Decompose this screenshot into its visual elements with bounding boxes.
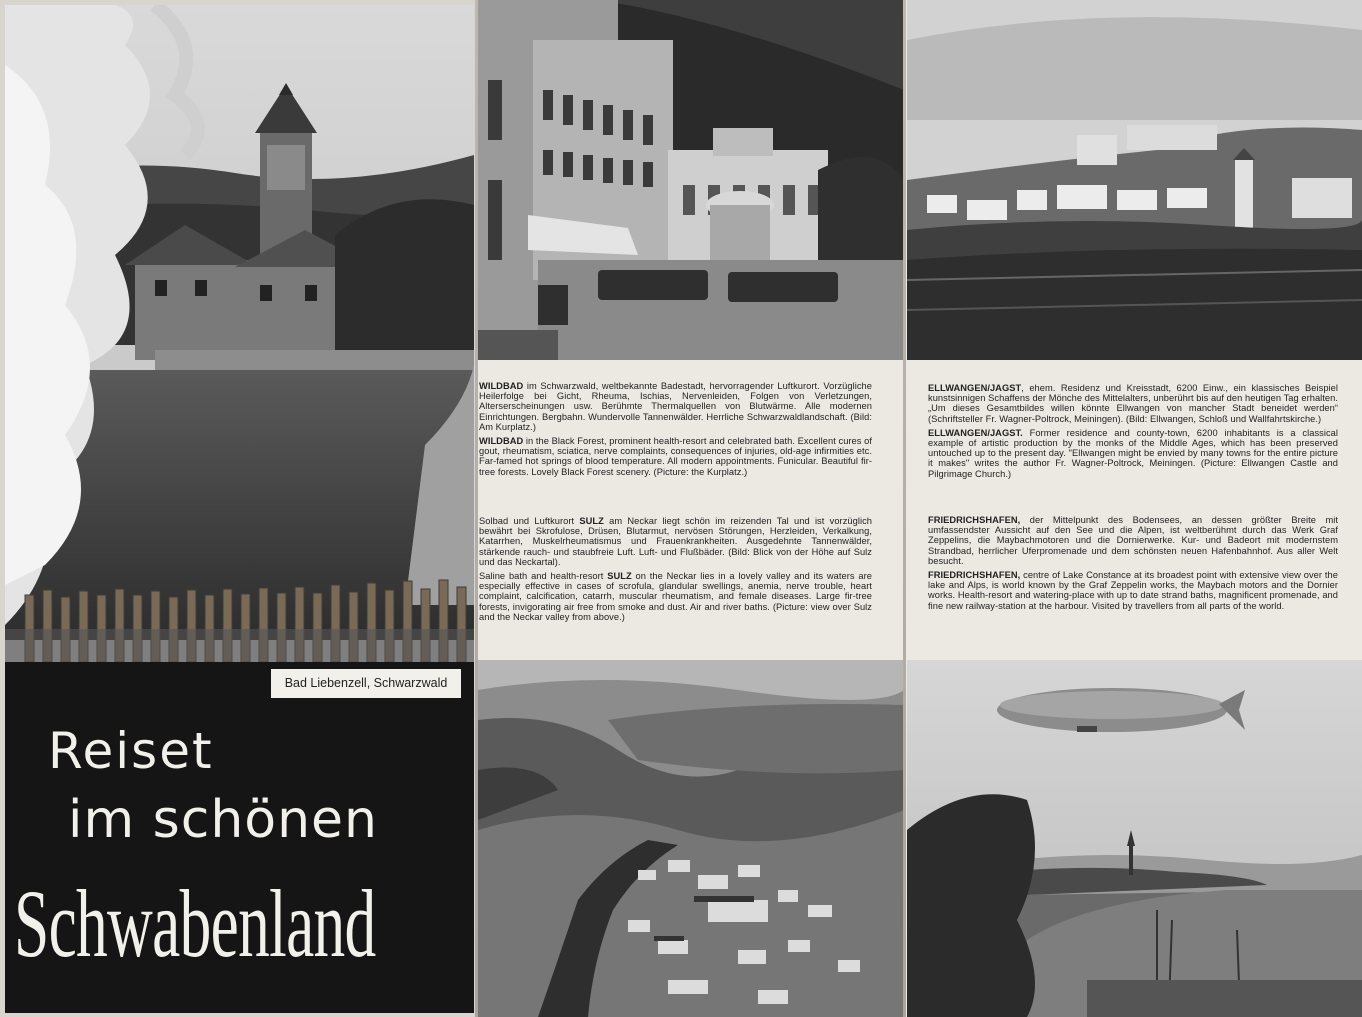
pre-sulz-en: Saline bath and health-resort <box>479 571 608 582</box>
cover-title-line1: Reiset <box>48 722 214 780</box>
body-sulz-de: am Neckar liegt schön im reizenden Tal und ist vorzüglich bewährt bei Skrofulose, Drüsen, Blutarmut, nervösen Störungen, Herzleiden, Verkalkung, Katarrhen, Muskelrheumatismus und Frauenkrankheiten. Ausgedehnte Tannenwälder, stärkende rauch- und staubfreie Luft. Luft- und Flußbäder. (Bild: Blick von der Höhe auf Sulz und das Neckartal). <box>479 516 872 567</box>
heading-friedrichshafen-de: FRIEDRICHSHAFEN, <box>928 515 1021 525</box>
cover-title-line3: Schwabenland <box>14 870 376 977</box>
body-ellwangen-de: , ehem. Residenz und Kreisstadt, 6200 Einw., ein klassisches Beispiel kunstsinnigen Schaffens der Mönche des Mittelalters, unberührt bis auf den heutigen Tag erhalten. „Um dieses Gesamtbildes willen könnte Ellwangen von mancher Stadt beneidet werden“ (Schriftsteller Fr. Wagner-Poltrock, Meiningen). (Bild: Ellwangen, Schloß und Wallfahrtskirche.) <box>928 383 1338 424</box>
text-wildbad-de <box>479 381 872 432</box>
text-friedrichshafen-de <box>928 515 1338 566</box>
photo-friedrichshafen-zeppelin <box>907 660 1362 1017</box>
text-sulz-de <box>479 516 872 567</box>
body-sulz-en: on the Neckar lies in a lovely valley and its waters are especially effective in cases of scrofula, glandular swellings, anemia, nerve trouble, heart complaint, calcification, catarrh, muscular rheumatism, and female diseases. Large fir-tree forests, invigorating air free from smoke and dust. Air and river baths. (Picture: view over Sulz and the Neckar valley from above.) <box>479 571 872 622</box>
body-wildbad-en: in the Black Forest, prominent health-resort and celebrated bath. Excellent cures of gout, rheumatism, sciatica, nerve complaints, consequences of injuries, old-age infirmities etc. Far-famed hot springs of blood temperature. All modern appointments. Funicular. Beautiful fir-tree forests. Lovely Black Forest scenery. (Picture: the Kurplatz.) <box>479 436 872 477</box>
body-ellwangen-en: Former residence and county-town, 6200 inhabitants is a classical example of artistic production by the monks of the Middle Ages, which has been preserved untouched up to the present day. "Ellwangen might be envied by many towns for the entire picture it makes" writes the author Fr. Wagner-Poltrock, Meiningen. (Picture: Ellwangen Castle and Pilgrimage Church.) <box>928 427 1338 479</box>
text-ellwangen-de <box>928 383 1338 424</box>
photo-bad-liebenzell <box>5 5 474 662</box>
heading-friedrichshafen-en: FRIEDRICHSHAFEN, <box>928 570 1021 581</box>
heading-ellwangen-en: ELLWANGEN/JAGST. <box>928 427 1023 438</box>
pre-sulz-de: Solbad und Luftkurort <box>479 516 580 526</box>
heading-ellwangen-de: ELLWANGEN/JAGST <box>928 383 1022 393</box>
text-friedrichshafen <box>928 515 1338 615</box>
body-friedrichshafen-de: der Mittelpunkt des Bodensees, an dessen größter Breite mit umfassendster Aussicht auf den See und die Alpen, ist weltberühmt durch das Werk Graf Zeppelins, die Maybachmotoren und die Dornierwerke. Kur- und Badeort mit modernstem Strandbad, herrlicher Uferpromenade und dem schönsten neuen Hafenbahnhof. Aus aller Welt besucht. <box>928 515 1338 566</box>
body-friedrichshafen-en: centre of Lake Constance at its broadest point with extensive view over the lake and Alps, is world known by the Graf Zeppelin works, the Maybach motors and the Dornier works. Health-resort and watering-place with up to date strand baths, magnificent promenade, and fine new railway-station at the harbour. Visited by travellers from all parts of the world. <box>928 570 1338 611</box>
text-friedrichshafen-en <box>928 570 1338 611</box>
body-wildbad-de: im Schwarzwald, weltbekannte Badestadt, hervorragender Luftkurort. Vorzügliche Heilerfolge bei Gicht, Rheuma, Ischias, Nervenleiden, Folgen von Verletzungen, Alterserscheinungen usw. Berühmte Thermalquellen von Blutwärme. Alle modernen Einrichtungen. Bergbahn. Wundervolle Tannenwälder. Herrliche Schwarzwaldlandschaft. (Bild: Am Kurplatz.) <box>479 381 872 432</box>
heading-wildbad-de: WILDBAD <box>479 381 524 391</box>
photo-wildbad-kurplatz <box>478 0 904 360</box>
fold-line-left <box>475 0 478 1017</box>
text-wildbad <box>479 381 872 481</box>
photo-sulz-neckartal <box>478 660 904 1017</box>
text-ellwangen-en <box>928 428 1338 479</box>
text-ellwangen <box>928 383 1338 483</box>
text-wildbad-en <box>479 436 872 477</box>
text-sulz <box>479 516 872 626</box>
fold-line-right <box>903 0 906 1017</box>
heading-sulz-en: SULZ <box>607 571 632 582</box>
cover-caption: Bad Liebenzell, Schwarzwald <box>271 669 461 698</box>
cover-title-line2: im schönen <box>68 790 378 850</box>
text-sulz-en <box>479 571 872 622</box>
photo-ellwangen <box>907 0 1362 360</box>
heading-wildbad-en: WILDBAD <box>479 436 524 447</box>
heading-sulz-de: SULZ <box>579 516 604 526</box>
